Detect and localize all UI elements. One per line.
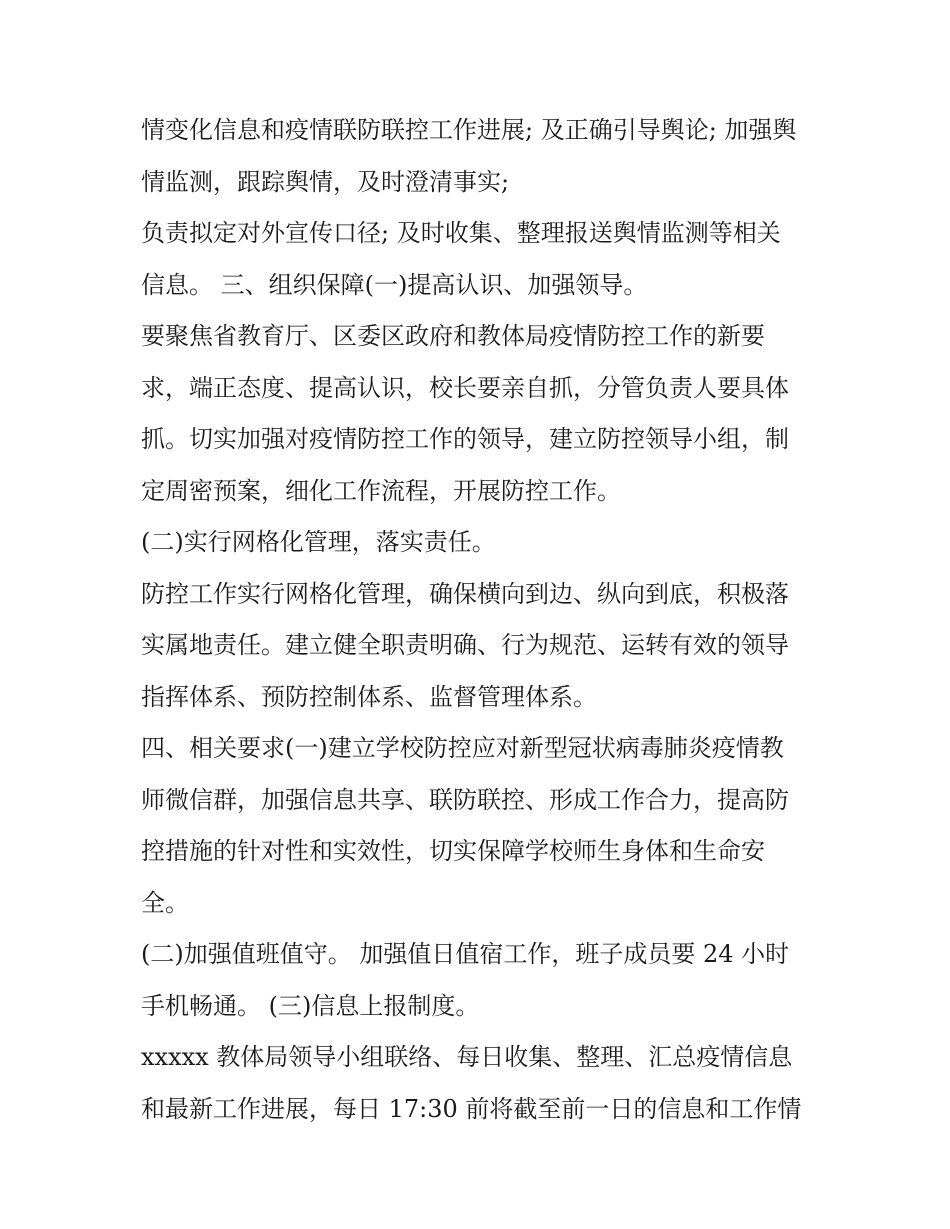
text-line: 师微信群，加强信息共享、联防联控、形成工作合力，提高防	[141, 785, 789, 814]
text-line: 抓。切实加强对疫情防控工作的领导，建立防控领导小组，制	[141, 425, 789, 453]
text-line: xxxxx 教体局领导小组联络、每日收集、整理、汇总疫情信息	[141, 1043, 793, 1071]
text-line: 实属地责任。建立健全职责明确、行为规范、运转有效的领导	[141, 631, 789, 659]
text-line: 求，端正态度、提高认识，校长要亲自抓，分管负责人要具体	[141, 373, 789, 402]
text-line: 定周密预案，细化工作流程，开展防控工作。	[141, 476, 621, 505]
text-line: (二)实行网格化管理，落实责任。	[141, 528, 496, 556]
text-line: 要聚焦省教育厅、区委区政府和教体局疫情防控工作的新要	[141, 322, 765, 350]
text-line: 手机畅通。 (三)信息上报制度。	[141, 991, 480, 1020]
text-line: 全。	[141, 888, 189, 917]
text-line: 情变化信息和疫情联防联控工作进展; 及正确引导舆论; 加强舆	[141, 116, 797, 144]
text-line: 情监测，跟踪舆情，及时澄清事实;	[141, 167, 510, 196]
text-line: 控措施的针对性和实效性，切实保障学校师生身体和生命安	[141, 837, 765, 865]
text-line: 四、相关要求(一)建立学校防控应对新型冠状病毒肺炎疫情教	[141, 734, 784, 762]
body-text	[141, 105, 821, 1135]
text-line: 负责拟定对外宣传口径; 及时收集、整理报送舆情监测等相关	[141, 219, 781, 247]
text-line: 指挥体系、预防控制体系、监督管理体系。	[141, 682, 597, 711]
text-line: 信息。 三、组织保障(一)提高认识、加强领导。	[141, 270, 648, 299]
text-line: 和最新工作进展，每日 17:30 前将截至前一日的信息和工作情	[141, 1094, 802, 1123]
text-line: 防控工作实行网格化管理，确保横向到边、纵向到底，积极落	[141, 579, 789, 608]
text-line: (二)加强值班值守。 加强值日值宿工作，班子成员要 24 小时	[141, 940, 790, 968]
